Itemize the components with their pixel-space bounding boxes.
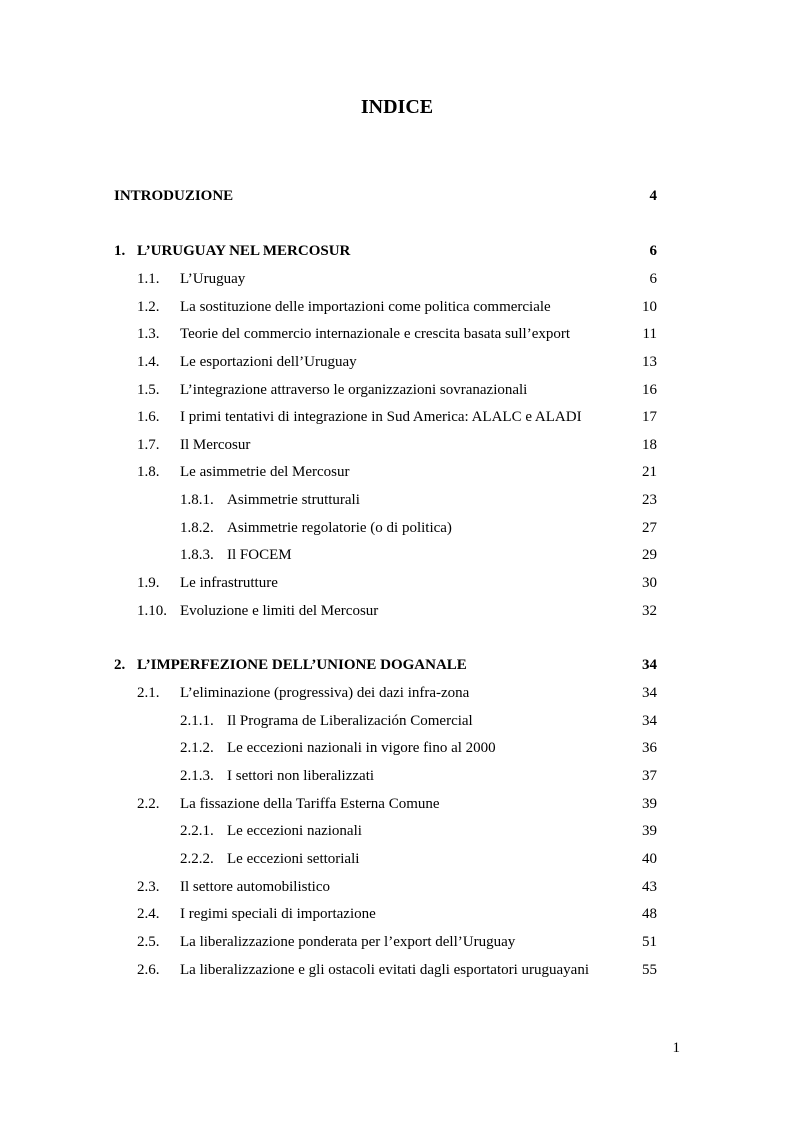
toc-entry-number: 1.8.3. — [180, 547, 214, 563]
toc-entry-page: 10 — [642, 299, 657, 315]
toc-entry — [0, 903, 794, 925]
toc-entry-page: 51 — [642, 934, 657, 950]
toc-entry — [0, 240, 794, 262]
toc-entry-label: La sostituzione delle importazioni come politica commerciale — [180, 299, 551, 315]
toc-entry-number: 1.8.1. — [180, 492, 214, 508]
toc-entry-page: 32 — [642, 603, 657, 619]
toc-entry — [0, 296, 794, 318]
toc-entry-page: 34 — [642, 657, 657, 673]
toc-entry-label: Le eccezioni nazionali in vigore fino al 2000 — [227, 740, 496, 756]
toc-entry-page: 17 — [642, 409, 657, 425]
toc-entry — [0, 876, 794, 898]
toc-entry — [0, 600, 794, 622]
toc-entry-number: 2.4. — [137, 906, 160, 922]
toc-entry-number: 2.2.2. — [180, 851, 214, 867]
toc-entry — [0, 379, 794, 401]
toc-entry-page: 21 — [642, 464, 657, 480]
toc-entry-number: 1.10. — [137, 603, 167, 619]
toc-entry — [0, 820, 794, 842]
toc-entry-page: 11 — [642, 326, 657, 342]
toc-entry-label: Il FOCEM — [227, 547, 292, 563]
toc-entry-number: 1.4. — [137, 354, 160, 370]
toc-entry-page: 6 — [649, 243, 657, 259]
toc-entry-label: I primi tentativi di integrazione in Sud America: ALALC e ALADI — [180, 409, 582, 425]
toc-entry-page: 30 — [642, 575, 657, 591]
toc-entry-number: 1.7. — [137, 437, 160, 453]
toc-entry-number: 1.3. — [137, 326, 160, 342]
toc-entry-page: 6 — [649, 271, 657, 287]
toc-entry — [0, 682, 794, 704]
toc-entry-label: Asimmetrie regolatorie (o di politica) — [227, 520, 452, 536]
toc-entry — [0, 323, 794, 345]
toc-entry-label: L’IMPERFEZIONE DELL’UNIONE DOGANALE — [137, 657, 467, 673]
toc-entry-label: Il Programa de Liberalización Comercial — [227, 713, 473, 729]
toc-entry — [0, 434, 794, 456]
toc-entry — [0, 654, 794, 676]
toc-entry-label: Le eccezioni nazionali — [227, 823, 362, 839]
toc-entry-number: 2.1.3. — [180, 768, 214, 784]
toc-entry-page: 37 — [642, 768, 657, 784]
toc-entry-page: 34 — [642, 685, 657, 701]
toc-entry-label: La liberalizzazione ponderata per l’export dell’Uruguay — [180, 934, 516, 950]
toc-entry-label: L’eliminazione (progressiva) dei dazi infra-zona — [180, 685, 470, 701]
toc-entry — [0, 351, 794, 373]
toc-entry-page: 34 — [642, 713, 657, 729]
toc-entry-label: Le eccezioni settoriali — [227, 851, 360, 867]
toc-entry — [0, 765, 794, 787]
toc-entry-page: 48 — [642, 906, 657, 922]
toc-entry-page: 36 — [642, 740, 657, 756]
toc-entry-number: 2.1.2. — [180, 740, 214, 756]
toc-entry-page: 18 — [642, 437, 657, 453]
toc-entry-number: 1.5. — [137, 382, 160, 398]
toc-entry-page: 40 — [642, 851, 657, 867]
toc-entry-number: 2.6. — [137, 962, 160, 978]
toc-entry-label: Teorie del commercio internazionale e crescita basata sull’export — [180, 326, 571, 342]
toc-entry — [0, 544, 794, 566]
toc-entry-number: 1.6. — [137, 409, 160, 425]
toc-entry — [0, 793, 794, 815]
toc-entry — [0, 710, 794, 732]
toc-entry-page: 43 — [642, 879, 657, 895]
page-title: INDICE — [360, 96, 434, 118]
toc-entry-number: 1.1. — [137, 271, 160, 287]
toc-entry-label: Il settore automobilistico — [180, 879, 330, 895]
toc-entry-label: L’URUGUAY NEL MERCOSUR — [137, 243, 351, 259]
toc-entry-label: Asimmetrie strutturali — [227, 492, 360, 508]
toc-entry-page: 27 — [642, 520, 657, 536]
toc-entry-label: L’integrazione attraverso le organizzazioni sovranazionali — [180, 382, 528, 398]
toc-entry-page: 55 — [642, 962, 657, 978]
toc-entry-number: 1.2. — [137, 299, 160, 315]
toc-entry-number: 1. — [114, 243, 126, 259]
toc-entry-label: Evoluzione e limiti del Mercosur — [180, 603, 379, 619]
toc-entry-number: 2.5. — [137, 934, 160, 950]
toc-entry-page: 23 — [642, 492, 657, 508]
toc-entry — [0, 185, 794, 207]
toc-entry — [0, 737, 794, 759]
toc-entry-label: Il Mercosur — [180, 437, 251, 453]
toc-entry — [0, 489, 794, 511]
toc-entry-number: 2.1. — [137, 685, 160, 701]
toc-entry-label: L’Uruguay — [180, 271, 246, 287]
page-number: 1 — [672, 1040, 680, 1056]
toc-entry-label: I regimi speciali di importazione — [180, 906, 376, 922]
toc-entry-label: Le infrastrutture — [180, 575, 278, 591]
toc-entry-number: 2.1.1. — [180, 713, 214, 729]
toc-entry-number: 1.8. — [137, 464, 160, 480]
toc-entry-number: 1.8.2. — [180, 520, 214, 536]
toc-entry-page: 29 — [642, 547, 657, 563]
toc-entry — [0, 461, 794, 483]
toc-entry — [0, 959, 794, 981]
toc-entry — [0, 268, 794, 290]
toc-entry-number: 2.2.1. — [180, 823, 214, 839]
toc-entry-page: 4 — [649, 188, 657, 204]
toc-entry — [0, 848, 794, 870]
toc-entry-number: 1.9. — [137, 575, 160, 591]
toc-entry — [0, 931, 794, 953]
toc-entry-label: Le asimmetrie del Mercosur — [180, 464, 350, 480]
toc-entry — [0, 406, 794, 428]
toc-entry-page: 16 — [642, 382, 657, 398]
toc-entry-label: La liberalizzazione e gli ostacoli evitati dagli esportatori uruguayani — [180, 962, 590, 978]
toc-entry-page: 13 — [642, 354, 657, 370]
toc-entry-label: La fissazione della Tariffa Esterna Comune — [180, 796, 440, 812]
toc-entry — [0, 517, 794, 539]
toc-entry — [0, 572, 794, 594]
toc-entry-page: 39 — [642, 823, 657, 839]
toc-entry-number: 2. — [114, 657, 126, 673]
toc-entry-label: INTRODUZIONE — [114, 188, 234, 204]
toc-entry-label: Le esportazioni dell’Uruguay — [180, 354, 357, 370]
toc-entry-page: 39 — [642, 796, 657, 812]
toc-entry-number: 2.2. — [137, 796, 160, 812]
toc-entry-number: 2.3. — [137, 879, 160, 895]
toc-entry-label: I settori non liberalizzati — [227, 768, 375, 784]
